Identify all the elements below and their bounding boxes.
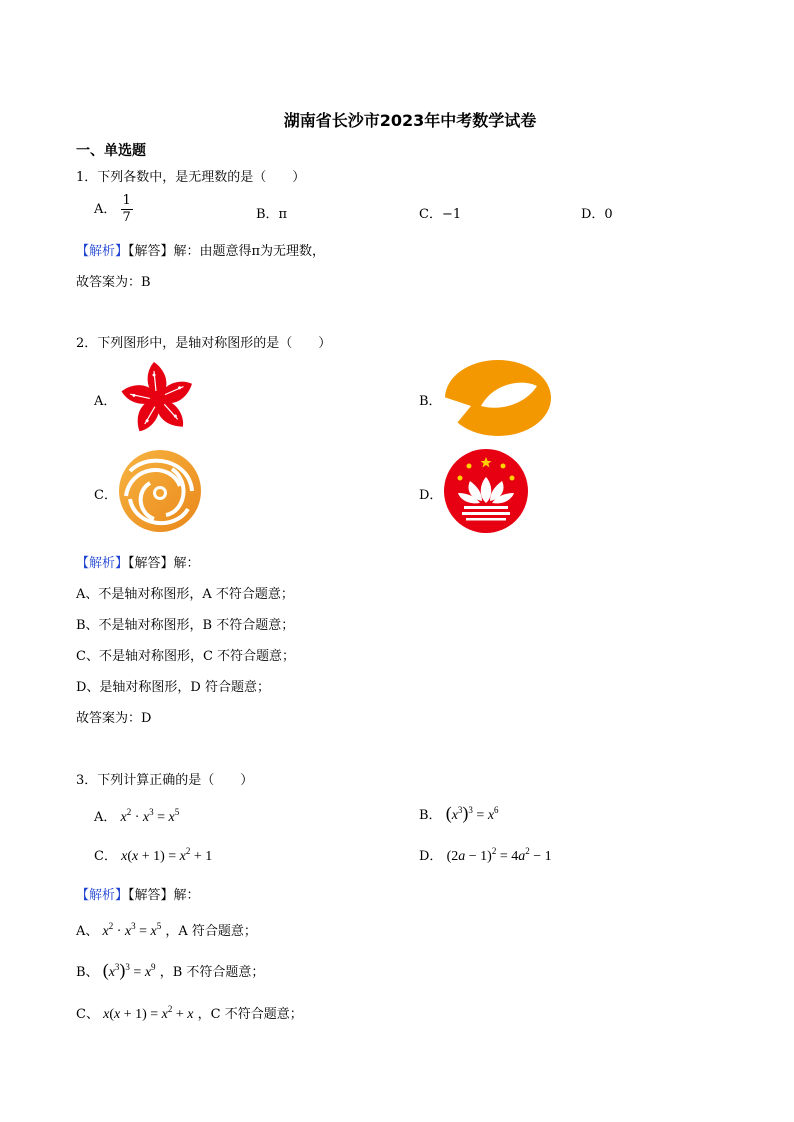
q3-line-c-formula: $x(x + 1) = x^2 + x$ — [103, 1004, 194, 1022]
q2-analysis-line-a: A、不是轴对称图形，A 不符合题意； — [76, 587, 294, 602]
orange-disc-logo-icon — [441, 358, 553, 438]
q3-analysis-line-a — [76, 920, 257, 940]
q3-line-a-formula: $x^2 \cdot x^3 = x^5$ — [102, 921, 162, 939]
q2-analysis-line-d: D、是轴对称图形，D 符合题意； — [76, 680, 270, 695]
q1-fraction-denominator: 7 — [122, 210, 131, 225]
q1-analysis-text: 【解答】解：由题意得π为无理数， — [128, 244, 326, 259]
line-tail: ，B 不符合题意； — [159, 965, 265, 980]
q2-option-a-label: A． — [94, 394, 117, 409]
q3-option-a-formula: $x^2 \cdot x^3 = x^5$ — [120, 807, 180, 825]
line-label: C、 — [76, 1007, 99, 1022]
q1-answer: 故答案为：B — [76, 275, 151, 290]
section-heading: 一、单选题 — [76, 143, 146, 159]
q2-analysis-text: 【解答】解： — [128, 556, 200, 571]
line-label: A、 — [76, 924, 99, 939]
q3-option-c — [94, 845, 212, 865]
q2-answer: 故答案为：D — [76, 711, 152, 726]
q3-option-c-formula: $x(x + 1) = x^2 + 1$ — [121, 846, 213, 864]
q3-option-c-label: C． — [94, 849, 117, 864]
q2-stem: 2．下列图形中，是轴对称图形的是（ ） — [76, 336, 332, 351]
q2-option-b-label: B． — [419, 394, 442, 409]
q2-option-d-label: D． — [419, 488, 443, 503]
analysis-tag: 【解析】 — [76, 244, 129, 259]
q3-analysis-text: 【解答】解： — [128, 888, 200, 903]
q3-option-a — [94, 806, 179, 826]
analysis-tag: 【解析】 — [76, 556, 129, 571]
q1-stem: 1．下列各数中，是无理数的是（ ） — [76, 170, 306, 185]
q1-option-c: C．−1 — [419, 207, 462, 222]
q2-option-c-label: C． — [94, 488, 117, 503]
bauhinia-flower-icon — [117, 358, 199, 440]
q1-fraction-numerator: 1 — [122, 193, 131, 208]
q3-option-d — [419, 845, 552, 865]
q3-option-a-label: A． — [94, 810, 117, 825]
line-label: B、 — [76, 965, 99, 980]
lotus-emblem-icon — [443, 448, 529, 534]
q1-option-a-label: A． — [94, 202, 117, 217]
q3-option-d-label: D． — [419, 849, 443, 864]
q3-analysis-line-b — [76, 960, 264, 981]
q3-option-b-label: B． — [419, 808, 442, 823]
line-tail: ，A 符合题意； — [165, 924, 257, 939]
page-title: 湖南省长沙市2023年中考数学试卷 — [283, 111, 537, 130]
q3-option-b-formula: $(x^3)^3 = x^6$ — [445, 803, 499, 823]
q3-stem: 3．下列计算正确的是（ ） — [76, 773, 254, 788]
q2-analysis-line-b: B、不是轴对称图形，B 不符合题意； — [76, 618, 295, 633]
q1-fraction — [121, 193, 133, 226]
q2-analysis — [76, 552, 200, 571]
q2-analysis-line-c: C、不是轴对称图形，C 不符合题意； — [76, 649, 296, 664]
q1-option-d: D．0 — [581, 207, 613, 222]
phoenix-swirl-logo-icon — [117, 448, 203, 534]
analysis-tag: 【解析】 — [76, 888, 129, 903]
q3-line-b-formula: $(x^3)^3 = x^9$ — [102, 960, 156, 980]
line-tail: ，C 不符合题意； — [197, 1007, 303, 1022]
q1-analysis — [76, 240, 325, 259]
q3-option-b — [419, 803, 499, 824]
q1-option-b: B．π — [256, 207, 288, 222]
q3-analysis — [76, 884, 200, 903]
q3-analysis-line-c — [76, 1003, 303, 1023]
q1-option-a — [94, 193, 133, 226]
q3-option-d-formula: $(2a - 1)^2 = 4a^2 - 1$ — [446, 846, 552, 864]
